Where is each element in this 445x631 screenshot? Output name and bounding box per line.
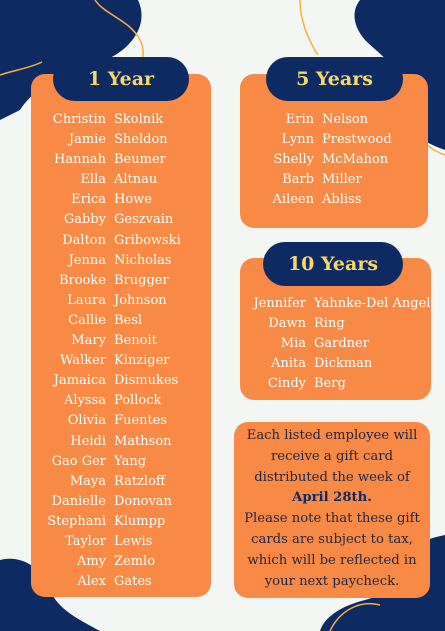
employee-first-name: Lynn	[281, 132, 314, 148]
employee-row	[246, 130, 424, 150]
ten-years-title: 10 Years	[263, 242, 403, 286]
employee-last-name: Brugger	[114, 272, 169, 288]
employee-first-name: Jamaica	[53, 373, 106, 389]
employee-row	[36, 291, 208, 311]
employee-first-name: Shelly	[273, 152, 314, 168]
employee-last-name: Zemlo	[114, 554, 156, 570]
notice-line: distributed the week of	[254, 469, 410, 485]
employee-last-name: Mathson	[114, 433, 172, 449]
employee-first-name: Heidi	[70, 433, 106, 449]
employee-row	[36, 572, 208, 592]
employee-first-name: Mia	[280, 336, 306, 352]
employee-first-name: Walker	[60, 353, 106, 369]
employee-first-name: Jamie	[68, 132, 106, 148]
employee-last-name: Beumer	[114, 152, 166, 168]
five-years-title: 5 Years	[266, 57, 403, 101]
employee-last-name: Fuentes	[114, 413, 168, 429]
employee-last-name: Berg	[314, 376, 346, 392]
employee-first-name: Jennifer	[253, 296, 306, 311]
employee-last-name: Prestwood	[322, 132, 392, 148]
employee-first-name: Danielle	[51, 493, 106, 509]
employee-first-name: Maya	[69, 473, 106, 489]
employee-row	[36, 351, 208, 371]
employee-last-name: Donovan	[114, 493, 172, 509]
employee-first-name: Amy	[76, 554, 106, 570]
employee-row	[36, 552, 208, 572]
employee-first-name: Stephani	[47, 513, 106, 529]
employee-last-name: Johnson	[114, 292, 167, 308]
employee-row	[36, 492, 208, 512]
employee-row	[36, 110, 208, 130]
employee-row	[36, 512, 208, 532]
employee-first-name: Hannah	[54, 152, 106, 168]
employee-row	[36, 452, 208, 472]
employee-first-name: Alyssa	[64, 393, 106, 409]
employee-last-name: Besl	[114, 312, 143, 328]
employee-row	[246, 150, 424, 170]
employee-row	[36, 271, 208, 291]
notice-line: receive a gift card	[270, 448, 394, 464]
employee-first-name: Christin	[52, 112, 106, 127]
employee-first-name: Dawn	[268, 316, 306, 332]
employee-last-name: Nelson	[322, 112, 369, 127]
employee-last-name: Nicholas	[114, 252, 172, 268]
employee-last-name: Dismukes	[114, 373, 179, 389]
employee-last-name: Lewis	[114, 533, 153, 549]
notice-line: Please note that these gift	[244, 511, 420, 527]
employee-last-name: Gardner	[314, 336, 369, 352]
employee-row	[36, 210, 208, 230]
employee-first-name: Brooke	[59, 272, 106, 288]
employee-last-name: Yang	[114, 453, 147, 469]
employee-row	[36, 432, 208, 452]
employee-last-name: Howe	[114, 192, 152, 208]
employee-last-name: Yahnke-Del Angel	[314, 296, 431, 311]
employee-first-name: Jenna	[68, 252, 106, 268]
employee-last-name: Gates	[114, 574, 152, 590]
employee-first-name: Erin	[285, 112, 314, 127]
employee-row	[244, 294, 434, 314]
employee-row	[246, 190, 424, 210]
employee-first-name: Dalton	[62, 232, 106, 248]
employee-first-name: Barb	[282, 172, 314, 188]
employee-last-name: McMahon	[322, 152, 389, 168]
ten-years-list	[244, 294, 434, 394]
employee-first-name: Laura	[67, 292, 106, 308]
employee-row	[36, 532, 208, 552]
employee-row	[246, 110, 424, 130]
employee-last-name: Ring	[314, 316, 345, 332]
notice-line: Each listed employee will	[246, 428, 418, 443]
employee-row	[244, 334, 434, 354]
employee-first-name: Erica	[71, 192, 106, 208]
employee-last-name: Miller	[322, 172, 362, 188]
employee-first-name: Taylor	[65, 533, 106, 549]
employee-row	[36, 331, 208, 351]
employee-last-name: Kinziger	[114, 353, 170, 369]
employee-row	[244, 354, 434, 374]
notice-line: your next paycheck.	[264, 573, 400, 589]
employee-first-name: Olivia	[67, 413, 106, 429]
employee-last-name: Klumpp	[114, 513, 166, 529]
employee-row	[36, 190, 208, 210]
employee-last-name: Benoit	[114, 333, 157, 349]
employee-row	[36, 130, 208, 150]
employee-last-name: Pollock	[114, 393, 162, 409]
employee-row	[36, 371, 208, 391]
employee-first-name: Alex	[77, 574, 106, 590]
employee-row	[36, 150, 208, 170]
five-years-list	[246, 110, 424, 210]
employee-first-name: Ella	[80, 172, 106, 188]
notice-line: cards are subject to tax,	[251, 531, 413, 547]
employee-row	[36, 170, 208, 190]
notice-date: April 28th.	[292, 490, 372, 506]
employee-row	[36, 251, 208, 271]
employee-first-name: Anita	[271, 356, 306, 372]
employee-row	[244, 374, 434, 394]
employee-last-name: Ratzloff	[114, 473, 166, 489]
employee-last-name: Altnau	[114, 172, 158, 188]
employee-row	[36, 391, 208, 411]
employee-last-name: Gribowski	[114, 232, 181, 248]
curve-line-top-right	[300, 0, 318, 55]
employee-first-name: Callie	[68, 312, 106, 328]
notice-text	[234, 426, 430, 592]
employee-last-name: Dickman	[314, 356, 373, 372]
employee-last-name: Abliss	[322, 192, 362, 208]
employee-first-name: Aileen	[272, 192, 314, 208]
employee-row	[36, 411, 208, 431]
one-year-list	[36, 110, 208, 592]
notice-line: which will be reflected in	[247, 552, 417, 568]
employee-last-name: Sheldon	[114, 132, 168, 148]
employee-row	[246, 170, 424, 190]
employee-row	[244, 314, 434, 334]
employee-first-name: Gao Ger	[51, 453, 106, 469]
employee-last-name: Geszvain	[114, 212, 174, 228]
employee-row	[36, 311, 208, 331]
employee-first-name: Gabby	[63, 212, 106, 228]
one-year-title: 1 Year	[53, 57, 189, 101]
employee-last-name: Skolnik	[114, 112, 164, 127]
employee-row	[36, 472, 208, 492]
employee-row	[36, 231, 208, 251]
employee-first-name: Cindy	[267, 376, 306, 392]
employee-first-name: Mary	[71, 333, 106, 349]
